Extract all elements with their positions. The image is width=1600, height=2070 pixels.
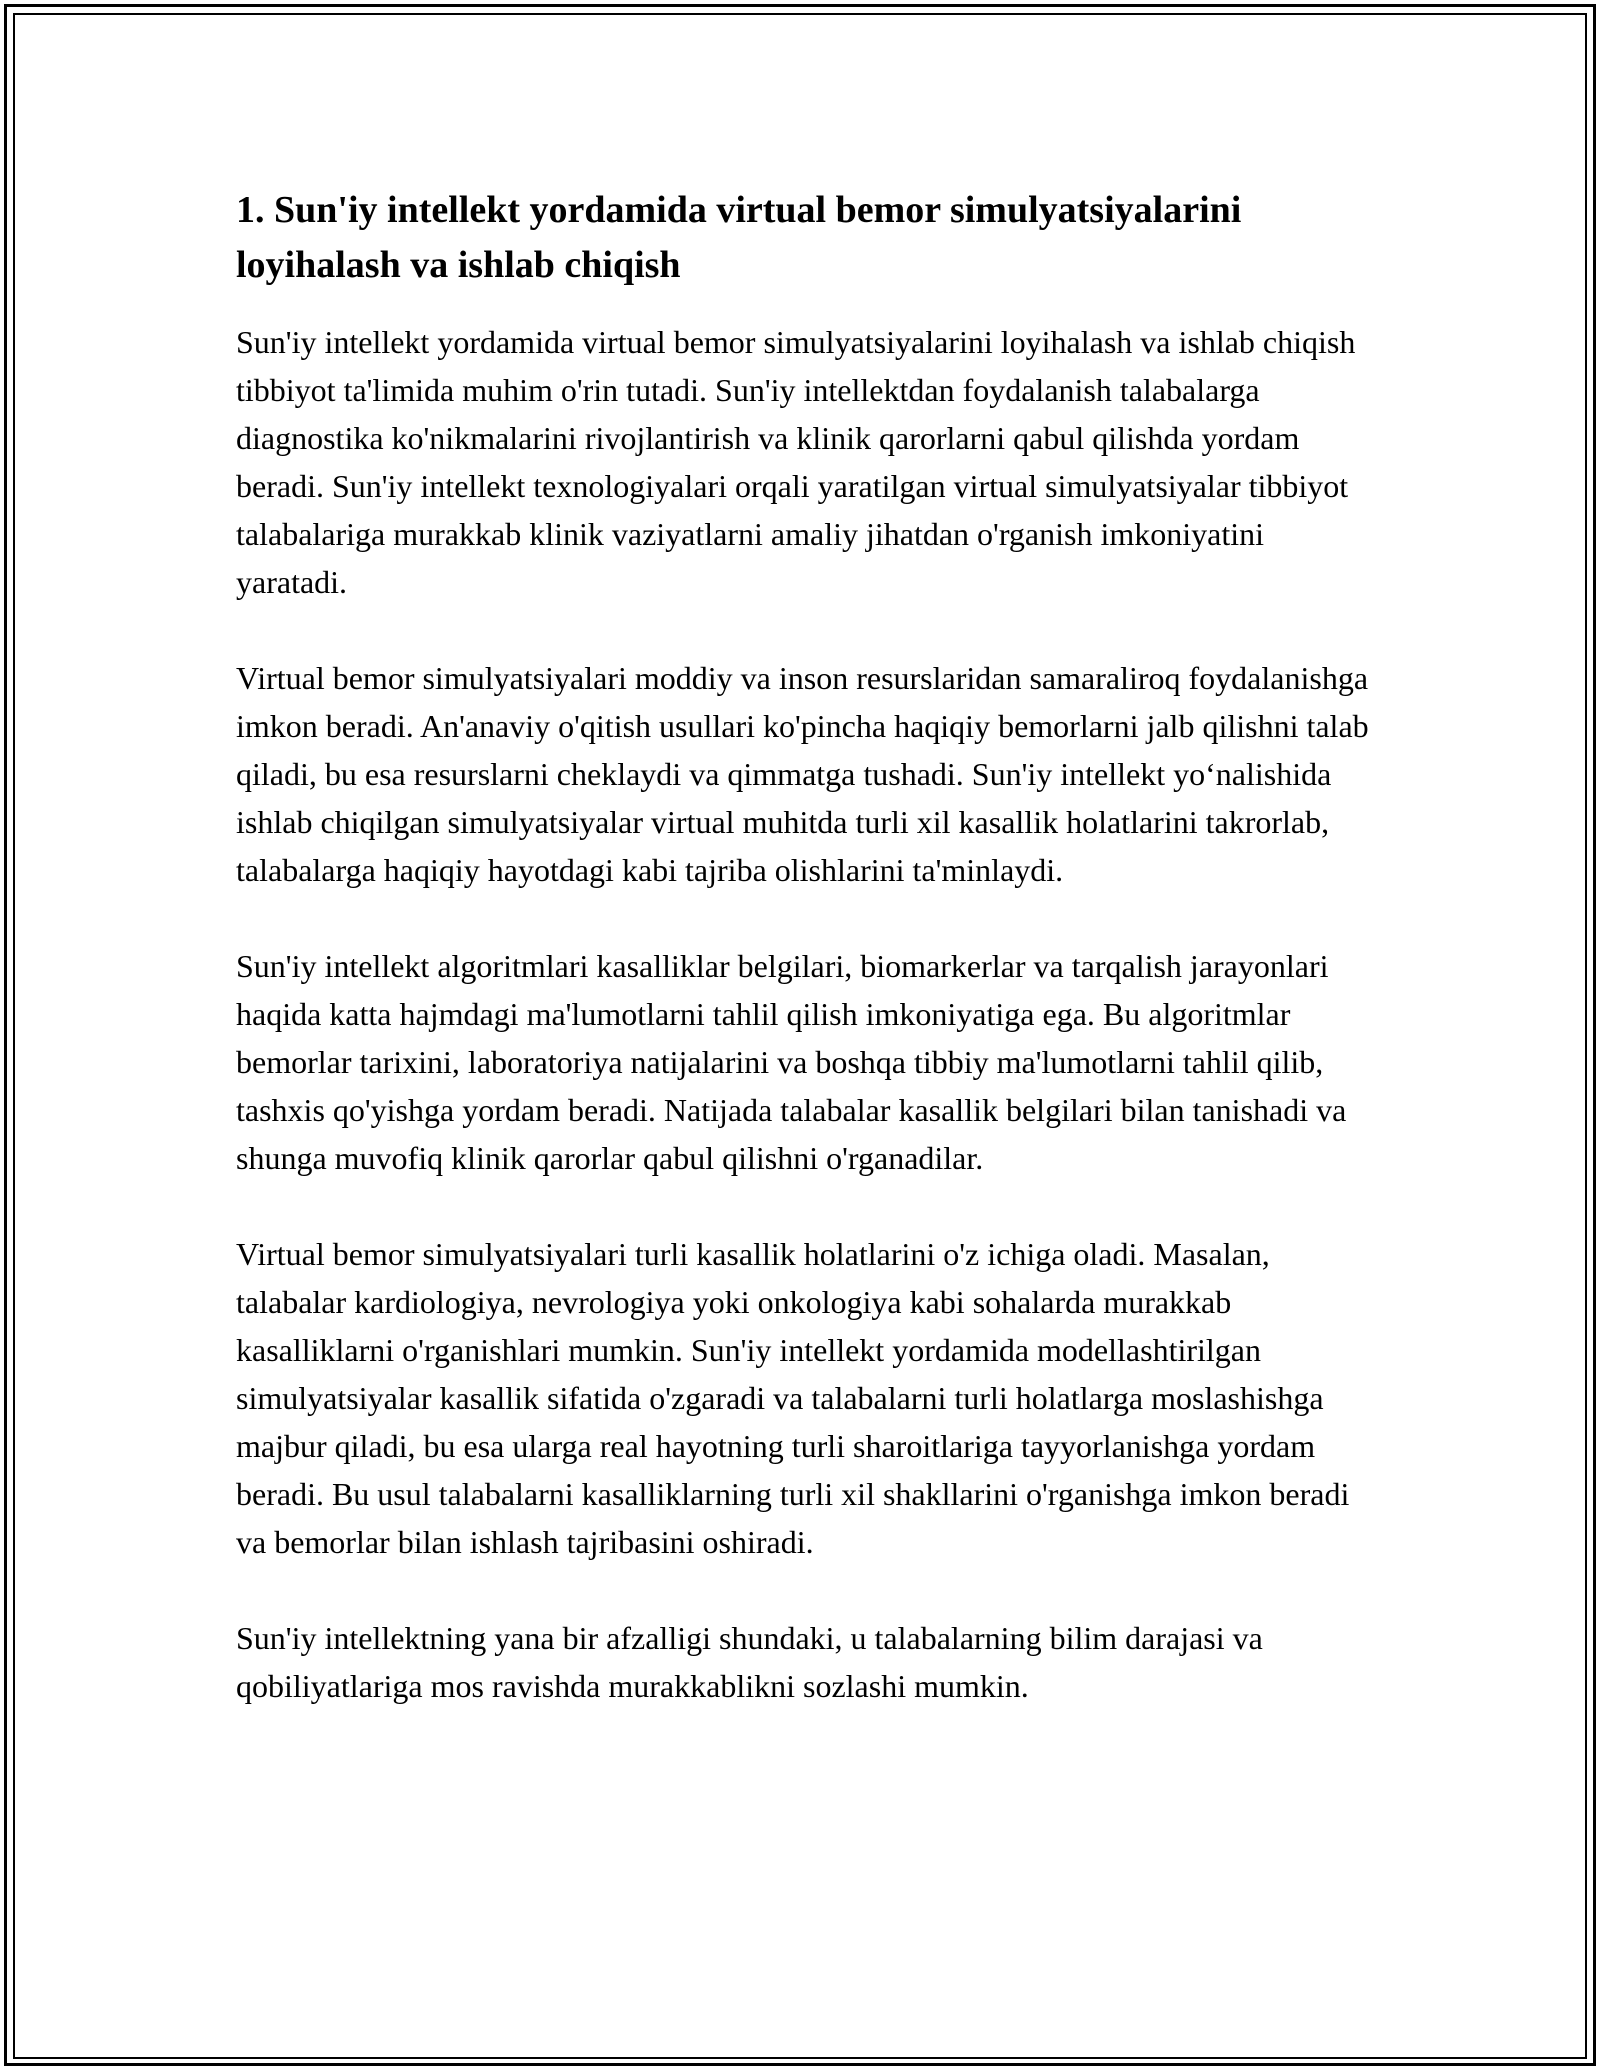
paragraph-4: Virtual bemor simulyatsiyalari turli kasallik holatlarini o'z ichiga oladi. Masalan, talabalar kardiologiya, nevrologiya yoki onkologiya kabi sohalarda murakkab kasalliklarni o'rganishlari mumkin. Sun'iy intellekt yordamida modellashtirilgan simulyatsiyalar kasallik sifatida o'zgaradi va talabalarni turli holatlarga moslashishga majbur qiladi, bu esa ularga real hayotning turli sharoitlariga tayyorlanishga yordam beradi. Bu usul talabalarni kasalliklarning turli xil shakllarini o'rganishga imkon beradi va bemorlar bilan ishlash tajribasini oshiradi. (236, 1236, 1350, 1560)
document-body (236, 183, 1376, 1758)
paragraph-3: Sun'iy intellekt algoritmlari kasalliklar belgilari, biomarkerlar va tarqalish jarayonlari haqida katta hajmdagi ma'lumotlarni tahlil qilish imkoniyatiga ega. Bu algoritmlar bemorlar tarixini, laboratoriya natijalarini va boshqa tibbiy ma'lumotlarni tahlil qilib, tashxis qo'yishga yordam beradi. Natijada talabalar kasallik belgilari bilan tanishadi va shunga muvofiq klinik qarorlar qabul qilishni o'rganadilar. (236, 948, 1347, 1176)
paragraph-1: Sun'iy intellekt yordamida virtual bemor simulyatsiyalarini loyihalash va ishlab chiqish tibbiyot ta'limida muhim o'rin tutadi. Sun'iy intellektdan foydalanish talabalarga diagnostika ko'nikmalarini rivojlantirish va klinik qarorlarni qabul qilishda yordam beradi. Sun'iy intellekt texnologiyalari orqali yaratilgan virtual simulyatsiyalar tibbiyot talabalariga murakkab klinik vaziyatlarni amaliy jihatdan o'rganish imkoniyatini yaratadi. (236, 324, 1356, 600)
paragraph-2: Virtual bemor simulyatsiyalari moddiy va inson resurslaridan samaraliroq foydalanishga imkon beradi. An'anaviy o'qitish usullari ko'pincha haqiqiy bemorlarni jalb qilishni talab qiladi, bu esa resurslarni cheklaydi va qimmatga tushadi. Sun'iy intellekt yo‘nalishida ishlab chiqilgan simulyatsiyalar virtual muhitda turli xil kasallik holatlarini takrorlab, talabalarga haqiqiy hayotdagi kabi tajriba olishlarini ta'minlaydi. (236, 660, 1369, 888)
paragraph-5: Sun'iy intellektning yana bir afzalligi shundaki, u talabalarning bilim darajasi va qobiliyatlariga mos ravishda murakkablikni sozlashi mumkin. (236, 1620, 1263, 1704)
section-heading: 1. Sun'iy intellekt yordamida virtual bemor simulyatsiyalarini loyihalash va ishlab chiqish (236, 189, 1242, 286)
